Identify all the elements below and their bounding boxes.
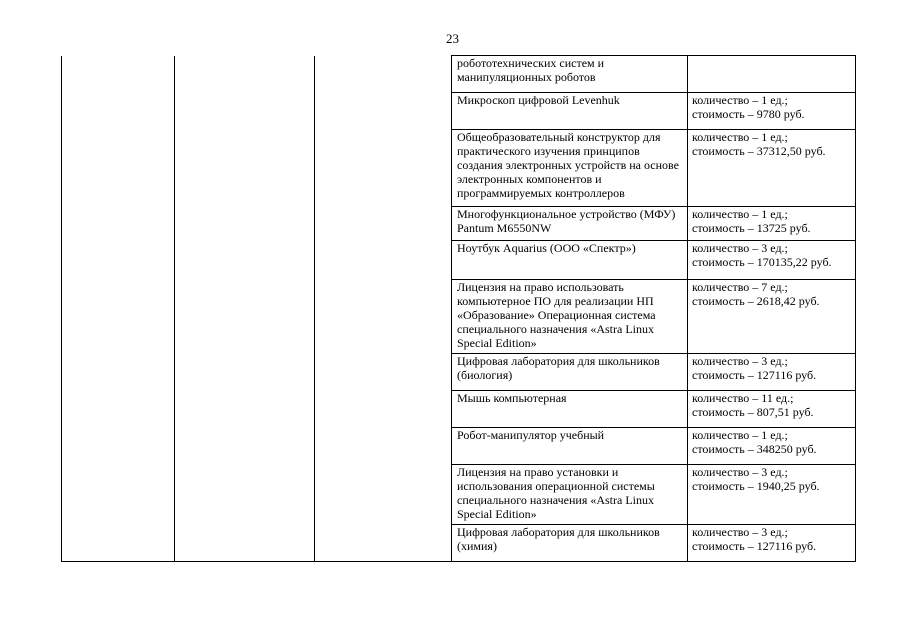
item-cost: стоимость – 2618,42 руб. [692,294,820,308]
table-row [62,56,856,93]
item-cost: стоимость – 170135,22 руб. [692,255,832,269]
item-name: Лицензия на право установки и использования операционной системы специального назначения «Astra Linux Special Edition» [452,465,688,525]
item-cost: стоимость – 13725 руб. [692,221,811,235]
equipment-table [61,55,856,562]
item-name: Многофункциональное устройство (МФУ) Pantum M6550NW [452,207,688,241]
item-name: Микроскоп цифровой Levenhuk [452,93,688,130]
item-details [688,130,856,207]
item-details [688,354,856,391]
item-quantity: количество – 1 ед.; [692,207,788,221]
item-quantity: количество – 11 ед.; [692,391,794,405]
item-cost: стоимость – 37312,50 руб. [692,144,826,158]
page-number: 23 [446,31,459,46]
empty-column-1 [62,56,175,562]
item-details [688,93,856,130]
item-quantity: количество – 3 ед.; [692,465,788,479]
item-name: Общеобразовательный конструктор для практического изучения принципов создания электронных устройств на основе электронных компонентов и программируемых контроллеров [452,130,688,207]
item-quantity: количество – 1 ед.; [692,428,788,442]
item-quantity: количество – 1 ед.; [692,93,788,107]
item-details [688,428,856,465]
item-cost: стоимость – 807,51 руб. [692,405,814,419]
item-name: Цифровая лаборатория для школьников (биология) [452,354,688,391]
item-quantity: количество – 3 ед.; [692,525,788,539]
item-name: Ноутбук Aquarius (ООО «Спектр») [452,241,688,280]
item-details [688,525,856,562]
item-name: Лицензия на право использовать компьютерное ПО для реализации НП «Образование» Операционная система специального назначения «Astra Linux Special Edition» [452,280,688,354]
empty-column-3 [315,56,452,562]
item-details [688,207,856,241]
item-name: Робот-манипулятор учебный [452,428,688,465]
item-quantity: количество – 3 ед.; [692,354,788,368]
item-cost: стоимость – 127116 руб. [692,368,817,382]
item-quantity: количество – 7 ед.; [692,280,788,294]
item-cost: стоимость – 348250 руб. [692,442,817,456]
item-quantity: количество – 1 ед.; [692,130,788,144]
item-name: Мышь компьютерная [452,391,688,428]
item-quantity: количество – 3 ед.; [692,241,788,255]
item-cost: стоимость – 127116 руб. [692,539,817,553]
item-details [688,56,856,93]
item-name: робототехнических систем и манипуляционных роботов [452,56,688,93]
item-details [688,280,856,354]
item-cost: стоимость – 1940,25 руб. [692,479,820,493]
item-name: Цифровая лаборатория для школьников (химия) [452,525,688,562]
item-details [688,465,856,525]
empty-column-2 [175,56,315,562]
item-cost: стоимость – 9780 руб. [692,107,805,121]
item-details [688,391,856,428]
item-details [688,241,856,280]
